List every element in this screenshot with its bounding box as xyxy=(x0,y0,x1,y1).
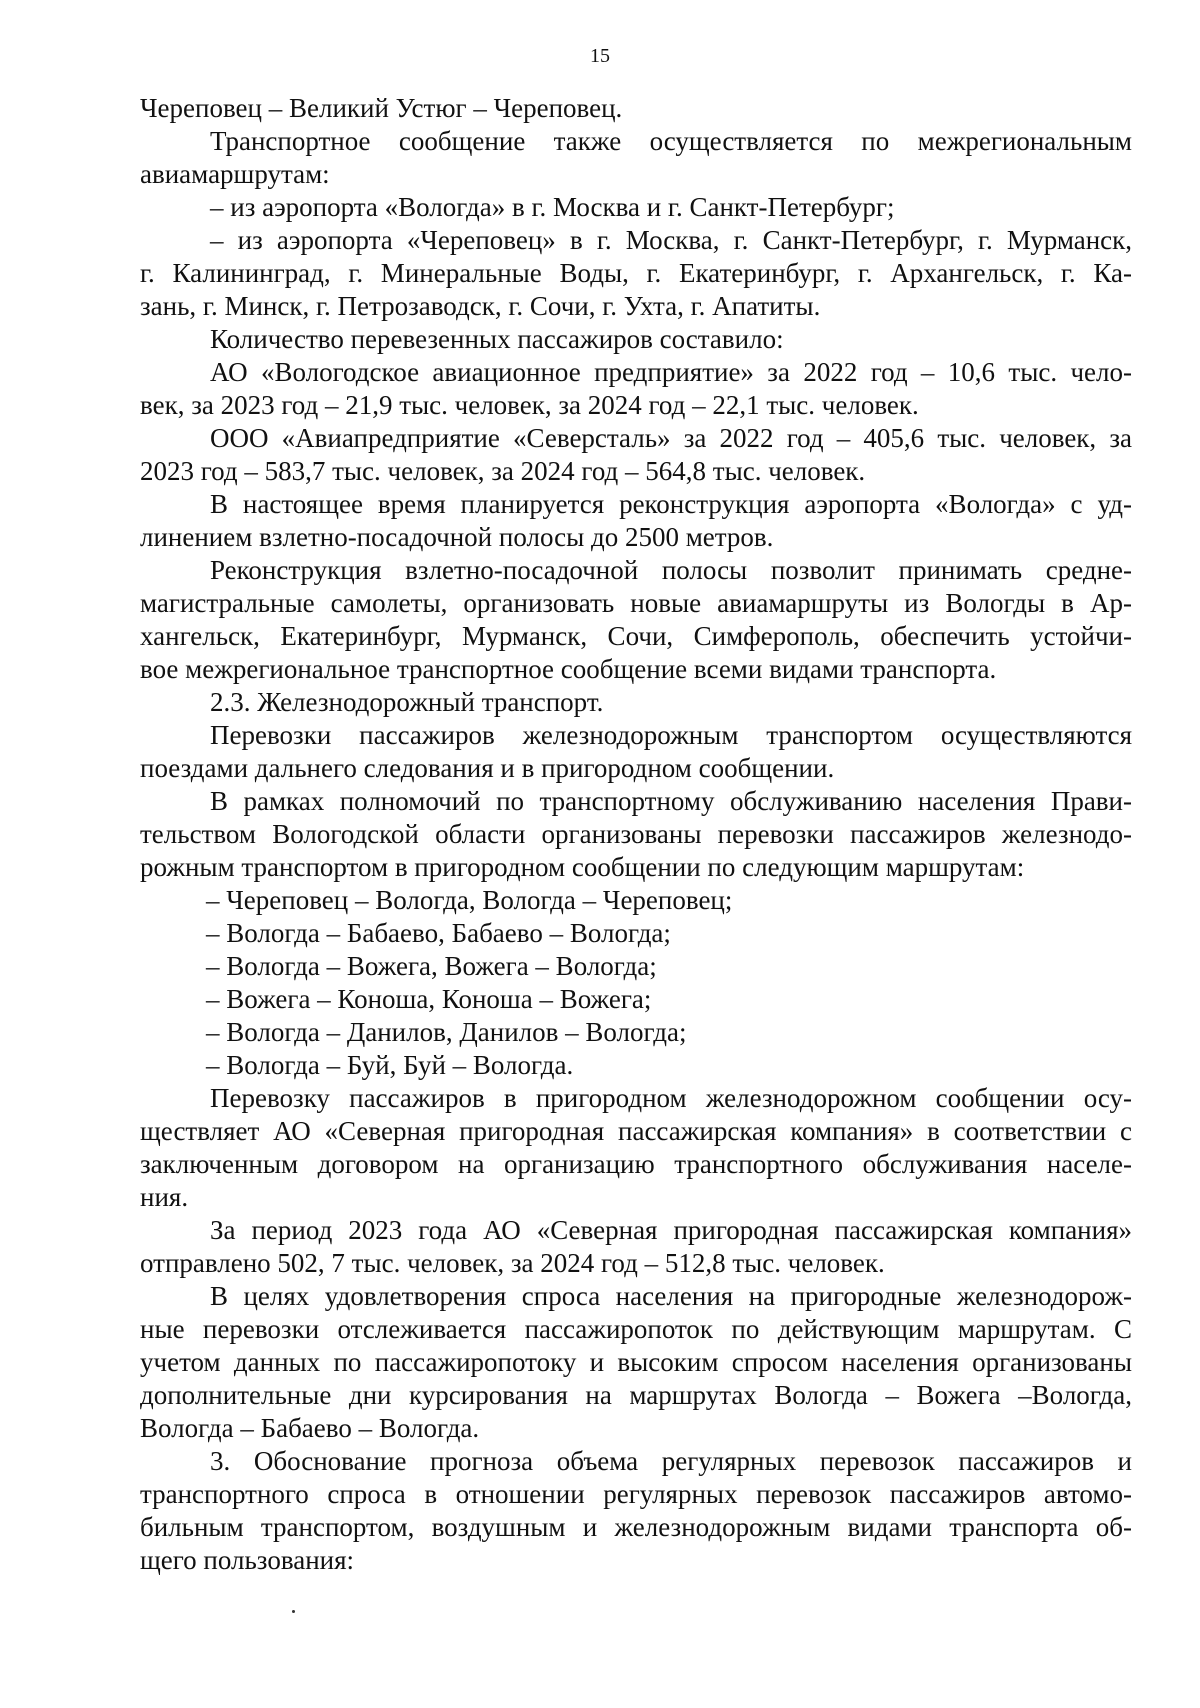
text-line: За период 2023 года АО «Северная пригородная пассажирская компания» xyxy=(210,1215,1132,1245)
text-line: бильным транспортом, воздушным и железнодорожным видами транспорта об- xyxy=(140,1512,1132,1542)
text-line: ные перевозки отслеживается пассажиропоток по действующим маршрутам. С xyxy=(140,1314,1132,1344)
text-line: Перевозки пассажиров железнодорожным транспортом осуществляются xyxy=(210,720,1132,750)
text-line: г. Калининград, г. Минеральные Воды, г. Екатеринбург, г. Архангельск, г. Ка- xyxy=(140,258,1132,288)
text-line: заключенным договором на организацию транспортного обслуживания населе- xyxy=(140,1149,1132,1179)
text-line: транспортного спроса в отношении регулярных перевозок пассажиров автомо- xyxy=(140,1479,1132,1509)
route-item: – Вологда – Данилов, Данилов – Вологда; xyxy=(206,1017,687,1047)
text-line: ществляет АО «Северная пригородная пассажирская компания» в соответствии с xyxy=(140,1116,1132,1146)
page-number: 15 xyxy=(590,45,610,67)
text-line: В целях удовлетворения спроса населения на пригородные железнодорож- xyxy=(210,1281,1132,1311)
text-line: Транспортное сообщение также осуществляется по межрегиональным xyxy=(210,126,1132,156)
text-line: дополнительные дни курсирования на маршрутах Вологда – Вожега –Вологда, xyxy=(140,1380,1132,1410)
text-line: В настоящее время планируется реконструкция аэропорта «Вологда» с уд- xyxy=(210,489,1132,519)
text-line: – из аэропорта «Вологда» в г. Москва и г. Санкт-Петербург; xyxy=(210,192,895,222)
text-line: вое межрегиональное транспортное сообщение всеми видами транспорта. xyxy=(140,654,997,684)
text-line: щего пользования: xyxy=(140,1545,355,1575)
text-line: учетом данных по пассажиропотоку и высоким спросом населения организованы xyxy=(140,1347,1132,1377)
text-line: рожным транспортом в пригородном сообщении по следующим маршрутам: xyxy=(140,852,1025,882)
text-line: зань, г. Минск, г. Петрозаводск, г. Сочи, г. Ухта, г. Апатиты. xyxy=(140,291,821,321)
text-line: Реконструкция взлетно-посадочной полосы позволит принимать средне- xyxy=(210,555,1132,585)
section-heading: 2.3. Железнодорожный транспорт. xyxy=(210,687,604,717)
text-line: отправлено 502, 7 тыс. человек, за 2024 год – 512,8 тыс. человек. xyxy=(140,1248,885,1278)
text-line: хангельск, Екатеринбург, Мурманск, Сочи, Симферополь, обеспечить устойчи- xyxy=(140,621,1132,651)
scan-speck xyxy=(292,1610,295,1613)
text-line: поездами дальнего следования и в пригородном сообщении. xyxy=(140,753,835,783)
text-line: линением взлетно-посадочной полосы до 2500 метров. xyxy=(140,522,774,552)
text-line: АО «Вологодское авиационное предприятие» за 2022 год – 10,6 тыс. чело- xyxy=(210,357,1132,387)
route-item: – Череповец – Вологда, Вологда – Череповец; xyxy=(206,885,733,915)
text-line: Количество перевезенных пассажиров составило: xyxy=(210,324,784,354)
route-item: – Вологда – Бабаево, Бабаево – Вологда; xyxy=(206,918,671,948)
text-line: ООО «Авиапредприятие «Северсталь» за 2022 год – 405,6 тыс. человек, за xyxy=(210,423,1132,453)
text-line: В рамках полномочий по транспортному обслуживанию населения Прави- xyxy=(210,786,1132,816)
text-line: Перевозку пассажиров в пригородном железнодорожном сообщении осу- xyxy=(210,1083,1132,1113)
text-line: 2023 год – 583,7 тыс. человек, за 2024 год – 564,8 тыс. человек. xyxy=(140,456,866,486)
text-line: Вологда – Бабаево – Вологда. xyxy=(140,1413,480,1443)
text-line: век, за 2023 год – 21,9 тыс. человек, за 2024 год – 22,1 тыс. человек. xyxy=(140,390,919,420)
text-line: Череповец – Великий Устюг – Череповец. xyxy=(140,93,623,123)
route-item: – Вологда – Буй, Буй – Вологда. xyxy=(206,1050,574,1080)
text-line: ния. xyxy=(140,1182,189,1212)
route-item: – Вологда – Вожега, Вожега – Вологда; xyxy=(206,951,657,981)
text-line: – из аэропорта «Череповец» в г. Москва, г. Санкт-Петербург, г. Мурманск, xyxy=(210,225,1132,255)
text-line: тельством Вологодской области организованы перевозки пассажиров железнодо- xyxy=(140,819,1132,849)
route-item: – Вожега – Коноша, Коноша – Вожега; xyxy=(206,984,652,1014)
text-line: магистральные самолеты, организовать новые авиамаршруты из Вологды в Ар- xyxy=(140,588,1132,618)
section-heading: 3. Обоснование прогноза объема регулярных перевозок пассажиров и xyxy=(210,1446,1132,1476)
text-line: авиамаршрутам: xyxy=(140,159,330,189)
document-body xyxy=(140,92,1132,1577)
route-list xyxy=(140,884,1132,1082)
